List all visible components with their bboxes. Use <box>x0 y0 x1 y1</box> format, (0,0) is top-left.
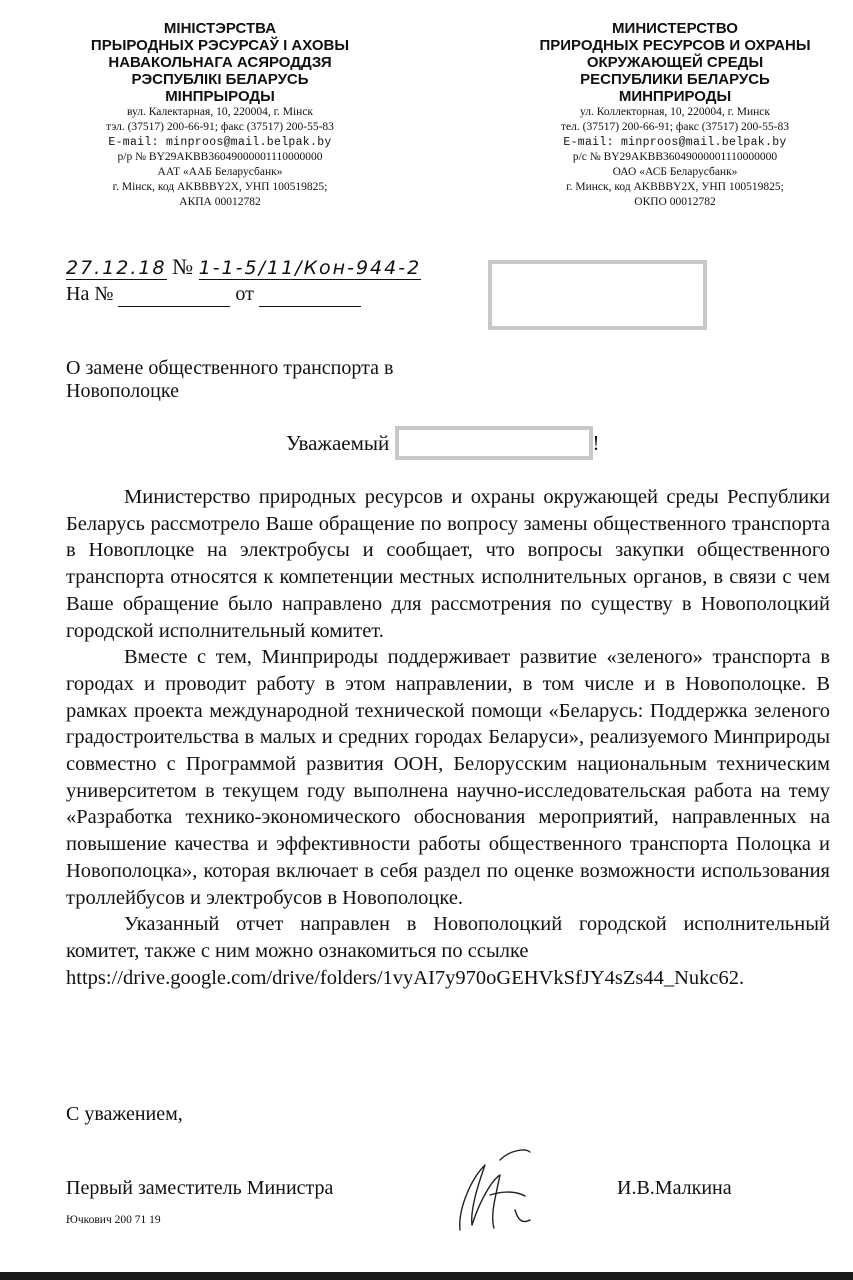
outgoing-date: 27.12.18 <box>66 257 167 279</box>
ref-date-blank <box>259 283 361 307</box>
okpo-be: АКПА 00012782 <box>179 196 261 208</box>
ref-number-label: На № <box>66 283 114 305</box>
signer-name: И.В.Малкина <box>617 1177 732 1199</box>
number-label: № <box>172 254 194 279</box>
letterhead-russian <box>510 20 840 210</box>
letterhead-belarusian <box>60 20 380 210</box>
account-ru: р/с № BY29AKBB36049000001110000000 <box>572 151 778 163</box>
org-name-be: МІНІСТЭРСТВА ПРЫРОДНЫХ РЭСУРСАЎ І АХОВЫ НАВАКОЛЬНАГА АСЯРОДДЗЯ РЭСПУБЛІКІ БЕЛАРУСЬ МІНПРЫРОДЫ <box>90 20 350 105</box>
greeting-prefix: Уважаемый <box>286 430 390 455</box>
body-paragraph-2: Вместе с тем, Минприроды поддерживает развитие «зеленого» транспорта в городах и проводит работу в этом направлении, в том числе и в Новополоцке. В рамках проекта международной технической помощи «Беларусь: Поддержка зеленого градостроительства в малых и средних городах Беларуси», реализуемого Минприроды совместно с Программой развития ООН, Белорусским национальным техническим университетом в текущем году выполнена научно-исследовательская работа на тему «Разработка технико-экономического обоснования мероприятий, направленных на повышение качества и эффективности работы общественного транспорта Полоцка и Новополоцка», которая включает в себя раздел по оценке возможности использования троллейбусов и электробусов в Новополоцке. <box>66 646 830 909</box>
body-paragraph-1: Министерство природных ресурсов и охраны окружающей среды Республики Беларусь рассмотрело Ваше обращение по вопросу замены общественного транспорта в Новоплоцке на электробусы и сообщает, что вопросы закупки общественного транспорта относятся к компетенции местных исполнительных органов, в связи с чем Ваше обращение было направлено для рассмотрения по существу в Новополоцкий городской исполнительный комитет. <box>66 486 830 642</box>
closing: С уважением, <box>66 1103 183 1125</box>
outgoing-number: 1-1-5/11/Кон-944-2 <box>198 257 422 279</box>
page-bottom-edge <box>0 1272 853 1280</box>
okpo-ru: ОКПО 00012782 <box>634 196 716 208</box>
account-be: р/р № BY29AKBB36049000001110000000 <box>117 151 323 163</box>
greeting <box>286 428 600 462</box>
email-be: E-mail: minproos@mail.belpak.by <box>108 136 332 149</box>
incoming-reference <box>66 283 361 307</box>
signer-title: Первый заместитель Министра <box>66 1177 334 1199</box>
signature <box>430 1140 550 1240</box>
ref-number-blank <box>118 283 230 307</box>
letter-subject: О замене общественного транспорта в Новополоцке <box>66 357 394 402</box>
address-be: вул. Калектарная, 10, 220004, г. Мінск <box>126 106 314 118</box>
addressee-redaction <box>395 426 593 460</box>
greeting-suffix: ! <box>592 430 600 455</box>
recipient-redaction <box>488 260 707 330</box>
email-ru: E-mail: minproos@mail.belpak.by <box>563 136 787 149</box>
bank-be: ААТ «ААБ Беларусбанк» <box>157 166 283 178</box>
bank-ru: ОАО «АСБ Беларусбанк» <box>612 166 738 178</box>
address-ru: ул. Коллекторная, 10, 220004, г. Минск <box>579 106 770 118</box>
bank-code-ru: г. Минск, код AKBBBY2X, УНП 100519825; <box>566 181 784 193</box>
phone-ru: тел. (37517) 200-66-91; факс (37517) 200-55-83 <box>561 121 789 133</box>
report-link[interactable]: https://drive.google.com/drive/folders/1vyAI7y970oGEHVkSfJY4sZs44_Nukc62. <box>66 966 745 989</box>
ref-date-label: от <box>235 283 254 305</box>
org-name-ru: МИНИСТЕРСТВО ПРИРОДНЫХ РЕСУРСОВ И ОХРАНЫ ОКРУЖАЮЩЕЙ СРЕДЫ РЕСПУБЛИКИ БЕЛАРУСЬ МИНПРИРОДЫ <box>539 20 811 105</box>
bank-code-be: г. Мінск, код AKBBBY2X, УНП 100519825; <box>112 181 328 193</box>
outgoing-registration <box>66 254 421 280</box>
phone-be: тэл. (37517) 200-66-91; факс (37517) 200-55-83 <box>106 121 334 133</box>
executor-info: Ючкович 200 71 19 <box>66 1214 161 1226</box>
body-paragraph-3: Указанный отчет направлен в Новополоцкий городской исполнительный комитет, также с ним можно ознакомиться по ссылке <box>66 913 830 962</box>
letter-body <box>66 484 830 991</box>
